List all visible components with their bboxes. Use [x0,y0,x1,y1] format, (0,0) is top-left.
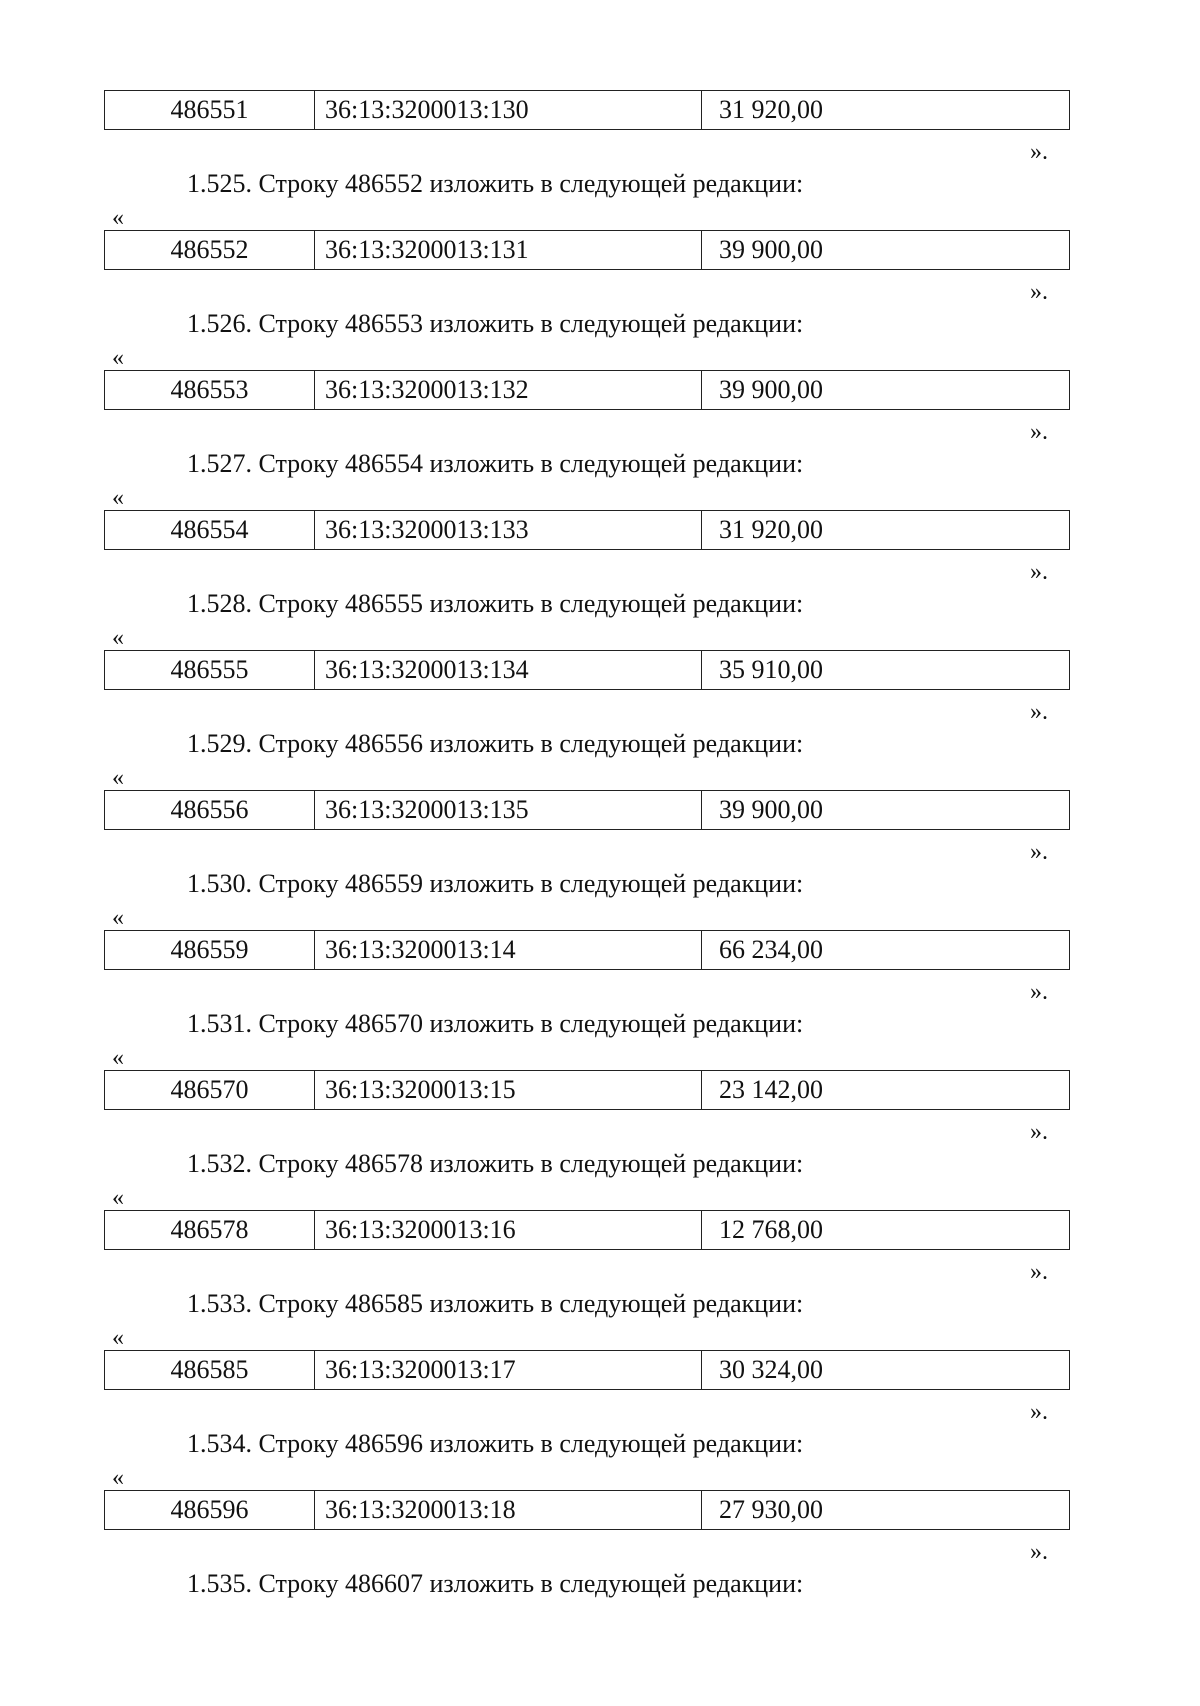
cadastral-value: 31 920,00 [719,95,823,124]
opening-quote: « [112,485,124,511]
opening-quote: « [112,1045,124,1071]
closing-quote: ». [1030,419,1048,445]
closing-quote: ». [1030,1539,1048,1565]
row-code: 486578 [105,1211,315,1249]
row-code: 486554 [105,511,315,549]
cadastral-value: 31 920,00 [719,515,823,544]
table-row [104,1350,1070,1390]
row-code: 486553 [105,371,315,409]
cadastral-number: 36:13:3200013:16 [315,1211,702,1249]
closing-quote: ». [1030,1119,1048,1145]
closing-quote: ». [1030,979,1048,1005]
opening-quote: « [112,625,124,651]
amendment-instruction: 1.527. Строку 486554 изложить в следующей редакции: [187,449,804,478]
cadastral-value: 12 768,00 [719,1215,823,1244]
cadastral-number: 36:13:3200013:135 [315,791,702,829]
amendment-instruction: 1.535. Строку 486607 изложить в следующей редакции: [187,1569,804,1598]
cadastral-number: 36:13:3200013:131 [315,231,702,269]
cadastral-number: 36:13:3200013:14 [315,931,702,969]
cadastral-value: 27 930,00 [719,1495,823,1524]
row-code: 486570 [105,1071,315,1109]
cadastral-value: 39 900,00 [719,795,823,824]
table-row [104,90,1070,130]
table-row [104,650,1070,690]
opening-quote: « [112,345,124,371]
cadastral-value: 66 234,00 [719,935,823,964]
cadastral-value: 39 900,00 [719,235,823,264]
table-row [104,230,1070,270]
table-row [104,790,1070,830]
table-row [104,1070,1070,1110]
row-code: 486559 [105,931,315,969]
row-code: 486585 [105,1351,315,1389]
row-code: 486555 [105,651,315,689]
opening-quote: « [112,905,124,931]
cadastral-number: 36:13:3200013:133 [315,511,702,549]
amendment-instruction: 1.530. Строку 486559 изложить в следующей редакции: [187,869,804,898]
cadastral-number: 36:13:3200013:130 [315,91,702,129]
table-row [104,1210,1070,1250]
amendment-instruction: 1.525. Строку 486552 изложить в следующей редакции: [187,169,804,198]
amendment-instruction: 1.529. Строку 486556 изложить в следующей редакции: [187,729,804,758]
opening-quote: « [112,205,124,231]
cadastral-value: 39 900,00 [719,375,823,404]
opening-quote: « [112,765,124,791]
amendment-instruction: 1.531. Строку 486570 изложить в следующей редакции: [187,1009,804,1038]
cadastral-value: 30 324,00 [719,1355,823,1384]
table-row [104,510,1070,550]
amendment-instruction: 1.526. Строку 486553 изложить в следующей редакции: [187,309,804,338]
amendment-instruction: 1.534. Строку 486596 изложить в следующей редакции: [187,1429,804,1458]
closing-quote: ». [1030,1259,1048,1285]
cadastral-value: 35 910,00 [719,655,823,684]
amendment-instruction: 1.528. Строку 486555 изложить в следующей редакции: [187,589,804,618]
cadastral-number: 36:13:3200013:18 [315,1491,702,1529]
cadastral-value: 23 142,00 [719,1075,823,1104]
cadastral-number: 36:13:3200013:17 [315,1351,702,1389]
opening-quote: « [112,1465,124,1491]
opening-quote: « [112,1185,124,1211]
row-code: 486551 [105,91,315,129]
closing-quote: ». [1030,699,1048,725]
table-row [104,370,1070,410]
closing-quote: ». [1030,1399,1048,1425]
amendment-instruction: 1.533. Строку 486585 изложить в следующей редакции: [187,1289,804,1318]
cadastral-number: 36:13:3200013:132 [315,371,702,409]
table-row [104,930,1070,970]
table-row [104,1490,1070,1530]
cadastral-number: 36:13:3200013:15 [315,1071,702,1109]
closing-quote: ». [1030,559,1048,585]
closing-quote: ». [1030,839,1048,865]
row-code: 486556 [105,791,315,829]
row-code: 486596 [105,1491,315,1529]
closing-quote: ». [1030,139,1048,165]
amendment-instruction: 1.532. Строку 486578 изложить в следующей редакции: [187,1149,804,1178]
cadastral-number: 36:13:3200013:134 [315,651,702,689]
closing-quote: ». [1030,279,1048,305]
row-code: 486552 [105,231,315,269]
opening-quote: « [112,1325,124,1351]
